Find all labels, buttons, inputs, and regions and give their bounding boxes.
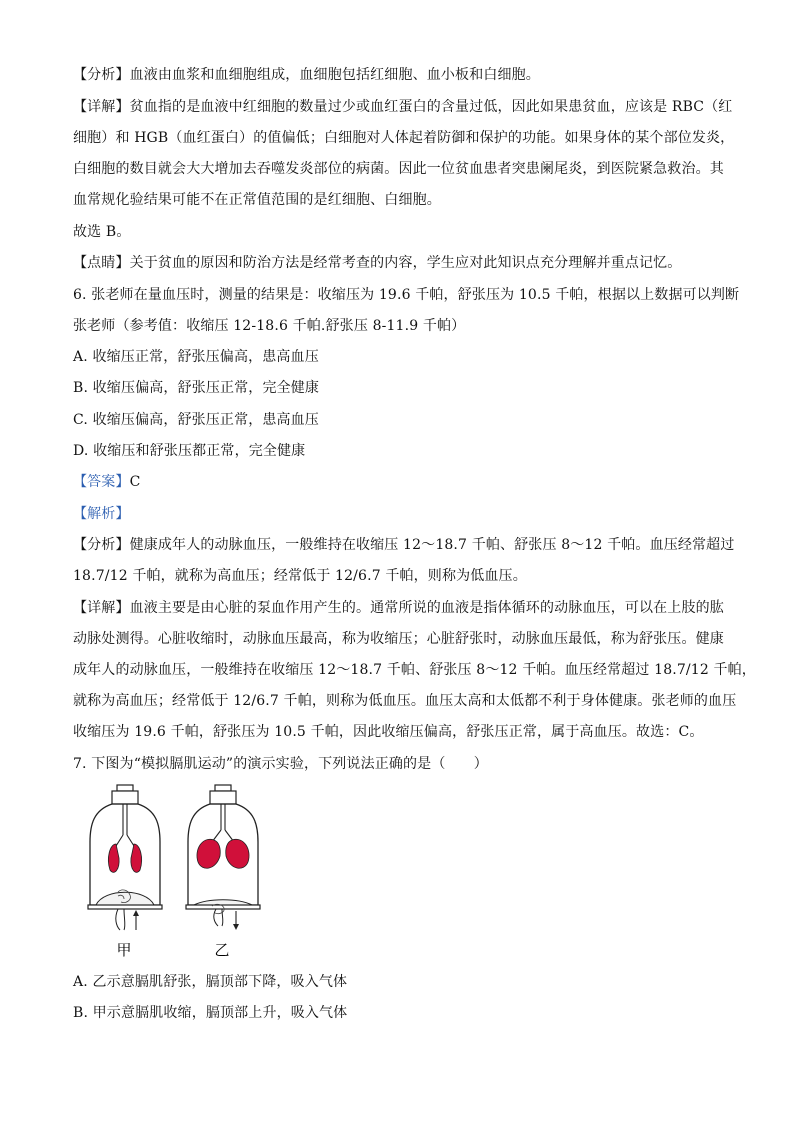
q6-xiangjie-line: 【详解】血液主要是由心脏的泵血作用产生的。通常所说的血液是指体循环的动脉血压，可以在上肢的肱: [73, 600, 724, 616]
figure-label-jia: 甲: [116, 941, 132, 959]
fenxi-tag: 【分析】: [73, 537, 130, 553]
q6-stem: 6. 张老师在量血压时，测量的结果是：收缩压为 19.6 千帕，舒张压为 10.5 千帕，根据以上数据可以判断: [73, 287, 740, 303]
text-line: 就称为高血压；经常低于 12/6.7 千帕，则称为低血压。血压太高和太低都不利于身体健康。张老师的血压: [73, 693, 737, 709]
q6-option-d: D. 收缩压和舒张压都正常，完全健康: [73, 443, 306, 459]
text-line: 动脉处测得。心脏收缩时，动脉血压最高，称为收缩压；心脏舒张时，动脉血压最低，称为舒张压。健康: [73, 631, 724, 647]
diaphragm-model-figure: [84, 780, 284, 965]
xiangjie-tag: 【详解】: [73, 99, 130, 115]
answer-tag: 【答案】: [73, 474, 130, 490]
q6-analysis-tag: 【解析】: [73, 506, 130, 522]
figure-label-yi: 乙: [214, 941, 230, 959]
dianjing-tag: 【点睛】: [73, 255, 130, 271]
q6-option-a: A. 收缩压正常，舒张压偏高，患高血压: [73, 349, 319, 365]
text-line: 白细胞的数目就会大大增加去吞噬发炎部位的病菌。因此一位贫血患者突患阑尾炎，到医院紧急救治。其: [73, 161, 724, 177]
xiangjie-tag: 【详解】: [73, 600, 130, 616]
fenxi-tag: 【分析】: [73, 67, 130, 83]
dianjing-line: 【点睛】关于贫血的原因和防治方法是经常考查的内容，学生应对此知识点充分理解并重点记忆。: [73, 255, 682, 271]
text-line: 收缩压为 19.6 千帕，舒张压为 10.5 千帕，因此收缩压偏高，舒张压正常，属于高血压。故选：C。: [73, 724, 704, 740]
q6-option-b: B. 收缩压偏高，舒张压正常，完全健康: [73, 380, 320, 396]
conclusion-line: 故选 B。: [73, 224, 131, 240]
q6-stem-cont: 张老师（参考值：收缩压 12-18.6 千帕.舒张压 8-11.9 千帕）: [73, 318, 466, 334]
q6-answer: [73, 472, 733, 492]
text-line: 细胞）和 HGB（血红蛋白）的值偏低；白细胞对人体起着防御和保护的功能。如果身体的某个部位发炎，: [73, 130, 735, 146]
q6-fenxi-line: 【分析】健康成年人的动脉血压，一般维持在收缩压 12～18.7 千帕、舒张压 8～12 千帕。血压经常超过: [73, 537, 735, 553]
q7-stem: 7. 下图为“模拟膈肌运动”的演示实验，下列说法正确的是（ ）: [73, 756, 488, 772]
text-line: 18.7/12 千帕，就称为高血压；经常低于 12/6.7 千帕，则称为低血压。: [73, 568, 527, 584]
q7-option-a: A. 乙示意膈肌舒张，膈顶部下降，吸入气体: [73, 974, 348, 990]
q7-option-b: B. 甲示意膈肌收缩，膈顶部上升，吸入气体: [73, 1005, 348, 1021]
jar-jia-icon: [88, 785, 162, 930]
answer-value: C: [129, 474, 141, 490]
q6-option-c: C. 收缩压偏高，舒张压正常，患高血压: [73, 412, 319, 428]
fenxi-line: 【分析】血液由血浆和血细胞组成，血细胞包括红细胞、血小板和白细胞。: [73, 67, 540, 83]
xiangjie-line: 【详解】贫血指的是血液中红细胞的数量过少或血红蛋白的含量过低，因此如果患贫血，应该是 RBC（红: [73, 99, 733, 115]
text-line: 成年人的动脉血压，一般维持在收缩压 12～18.7 千帕、舒张压 8～12 千帕。血压经常超过 18.7/12 千帕，: [73, 662, 756, 678]
text-line: 血常规化验结果可能不在正常值范围的是红细胞、白细胞。: [73, 192, 441, 208]
jar-yi-icon: [186, 785, 260, 930]
